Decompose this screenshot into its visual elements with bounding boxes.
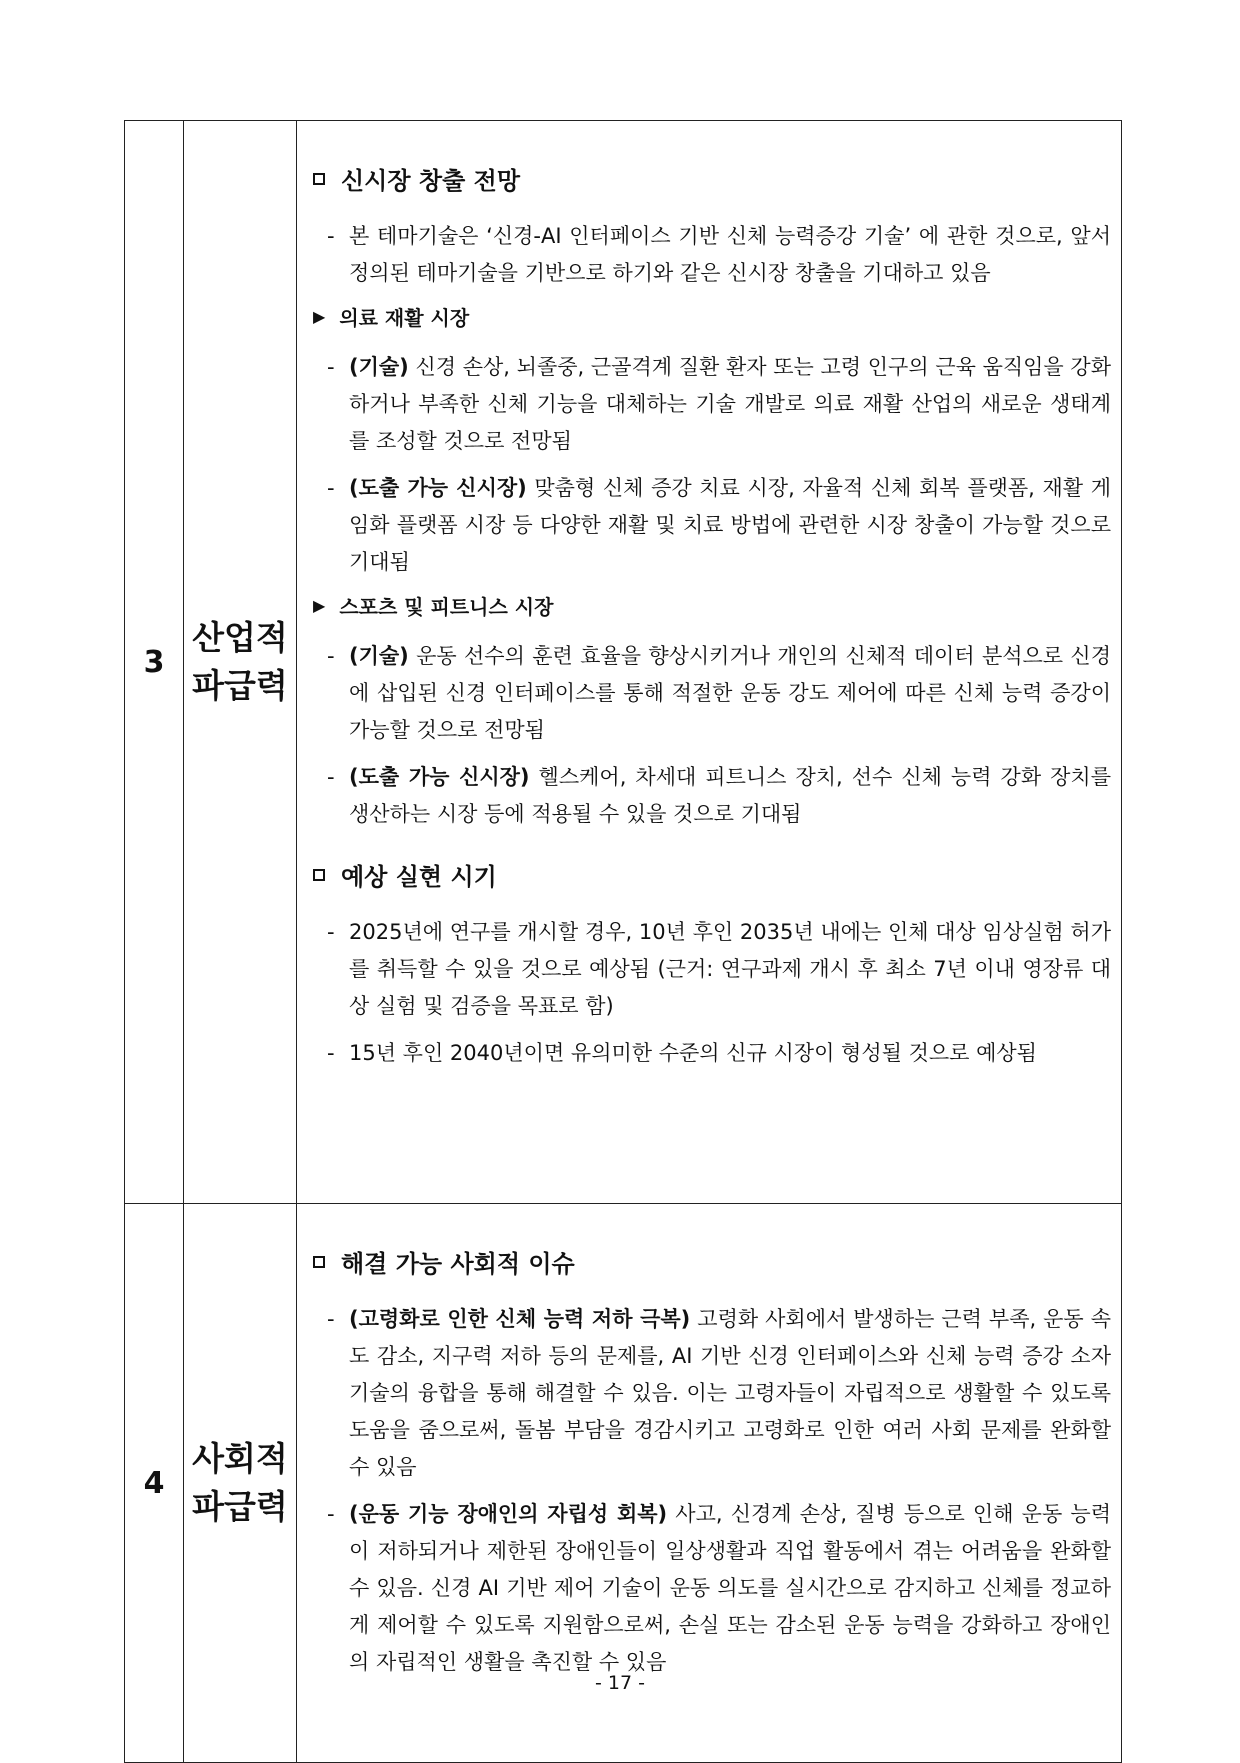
- triangle-bullet-icon: ▶: [313, 307, 326, 326]
- page-number: - 17 -: [595, 1672, 645, 1694]
- list-item: - 2025년에 연구를 개시할 경우, 10년 후인 2035년 내에는 인체 대상 임상실험 허가를 취득할 수 있을 것으로 예상됨 (근거: 연구과제 개시 후 최소 7년 이내 영장류 대상 실험 및 검증을 목표로 함): [327, 920, 1111, 1018]
- checkbox-square-icon: [313, 1256, 325, 1268]
- row-number: 3: [125, 121, 184, 1204]
- list-item: - (도출 가능 신시장) 맞춤형 신체 증강 치료 시장, 자율적 신체 회복 플랫폼, 재활 게임화 플랫폼 시장 등 다양한 재활 및 치료 방법에 관련한 시장 창출이 가능할 것으로 기대됨: [327, 476, 1111, 574]
- section-heading: 신시장 창출 전망: [309, 161, 1111, 196]
- category-line: 산업적: [192, 618, 288, 657]
- list-item: - 본 테마기술은 ‘신경-AI 인터페이스 기반 신체 능력증강 기술’ 에 관한 것으로, 앞서 정의된 테마기술을 기반으로 하기와 같은 신시장 창출을 기대하고 있음: [327, 224, 1111, 285]
- checkbox-square-icon: [313, 173, 325, 185]
- row-category: [184, 121, 297, 1204]
- subsection-heading: ▶ 의료 재활 시장: [313, 306, 470, 330]
- list-item: - (운동 기능 장애인의 자립성 회복) 사고, 신경계 손상, 질병 등으로 인해 운동 능력이 저하되거나 제한된 장애인들이 일상생활과 직업 활동에서 겪는 어려움을 완화할 수 있음. 신경 AI 기반 제어 기술이 운동 의도를 실시간으로 감지하고 신체를 정교하게 제어할 수 있도록 지원함으로써, 손실 또는 감소된 운동 능력을 강화하고 장애인의 자립적인 생활을 촉진할 수 있음: [327, 1502, 1111, 1674]
- list-item: - (도출 가능 신시장) 헬스케어, 차세대 피트니스 장치, 선수 신체 능력 강화 장치를 생산하는 시장 등에 적용될 수 있을 것으로 기대됨: [327, 765, 1111, 826]
- row-number: 4: [125, 1204, 184, 1763]
- list-item: - 15년 후인 2040년이면 유의미한 수준의 신규 시장이 형성될 것으로 예상됨: [327, 1041, 1037, 1065]
- category-line: 사회적: [192, 1439, 288, 1478]
- impact-table: [124, 120, 1122, 1763]
- list-item: - (기술) 운동 선수의 훈련 효율을 향상시키거나 개인의 신체적 데이터 분석으로 신경에 삽입된 신경 인터페이스를 통해 적절한 운동 강도 제어에 따른 신체 능력 증강이 가능할 것으로 전망됨: [327, 644, 1111, 742]
- list-item: - (기술) 신경 손상, 뇌졸중, 근골격계 질환 환자 또는 고령 인구의 근육 움직임을 강화하거나 부족한 신체 기능을 대체하는 기술 개발로 의료 재활 산업의 새로운 생태계를 조성할 것으로 전망됨: [327, 355, 1111, 453]
- checkbox-square-icon: [313, 869, 325, 881]
- category-line: 파급력: [192, 1487, 288, 1526]
- list-item: - (고령화로 인한 신체 능력 저하 극복) 고령화 사회에서 발생하는 근력 부족, 운동 속도 감소, 지구력 저하 등의 문제를, AI 기반 신경 인터페이스와 신체 능력 증강 소자 기술의 융합을 통해 해결할 수 있음. 이는 고령자들이 자립적으로 생활할 수 있도록 도움을 줌으로써, 돌봄 부담을 경감시키고 고령화로 인한 여러 사회 문제를 완화할 수 있음: [327, 1307, 1111, 1479]
- section-heading: 해결 가능 사회적 이슈: [309, 1244, 1111, 1279]
- section-heading: 예상 실현 시기: [309, 857, 1111, 892]
- subsection-heading: ▶ 스포츠 및 피트니스 시장: [313, 595, 554, 619]
- table-row: [125, 121, 1122, 1204]
- row-content: [297, 121, 1122, 1204]
- triangle-bullet-icon: ▶: [313, 596, 326, 615]
- category-line: 파급력: [192, 666, 288, 705]
